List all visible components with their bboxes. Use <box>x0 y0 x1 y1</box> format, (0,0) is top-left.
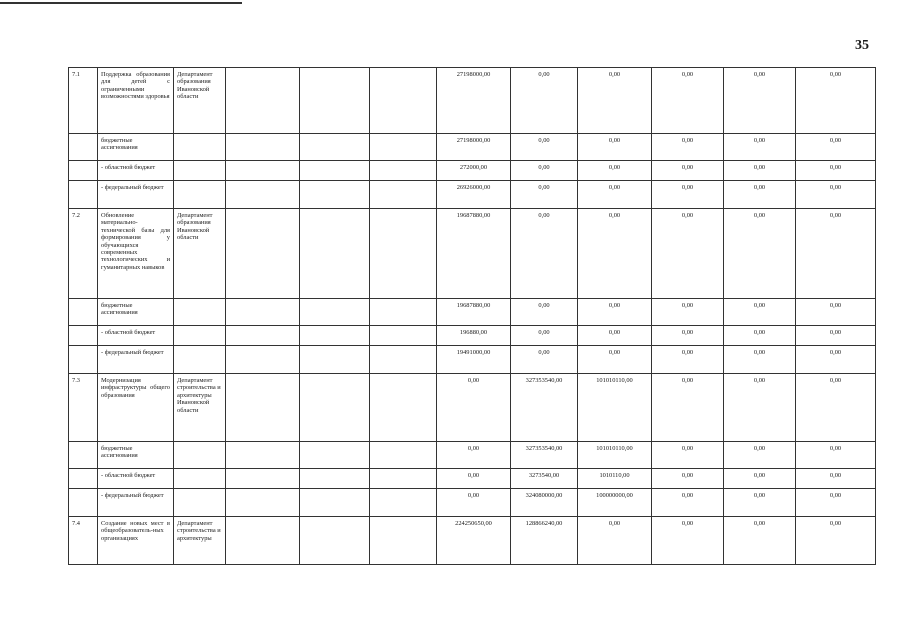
funding-row <box>69 326 876 346</box>
amount-cell: 100000000,00 <box>578 489 652 517</box>
empty-cell <box>370 209 437 299</box>
empty-cell <box>370 161 437 181</box>
amount-cell: 0,00 <box>796 469 876 489</box>
row-code <box>69 326 98 346</box>
empty-cell <box>300 134 370 161</box>
amount-cell: 0,00 <box>652 209 724 299</box>
amount-cell: 0,00 <box>796 134 876 161</box>
amount-cell: 0,00 <box>652 181 724 209</box>
amount-cell: 0,00 <box>796 374 876 442</box>
amount-cell: 0,00 <box>652 134 724 161</box>
amount-cell: 27198000,00 <box>437 68 511 134</box>
row-code: 7.4 <box>69 517 98 565</box>
amount-cell: 0,00 <box>578 68 652 134</box>
row-code <box>69 489 98 517</box>
row-executor <box>174 326 226 346</box>
amount-cell: 19687880,00 <box>437 299 511 326</box>
amount-cell: 0,00 <box>652 442 724 469</box>
row-code <box>69 442 98 469</box>
amount-cell: 0,00 <box>578 181 652 209</box>
row-executor: Департамент образования Ивановской области <box>174 209 226 299</box>
empty-cell <box>300 489 370 517</box>
empty-cell <box>300 326 370 346</box>
amount-cell: 0,00 <box>724 209 796 299</box>
amount-cell: 3273540,00 <box>511 469 578 489</box>
row-executor: Департамент строительства и архитектуры <box>174 517 226 565</box>
amount-cell: 0,00 <box>652 326 724 346</box>
amount-cell: 0,00 <box>578 209 652 299</box>
empty-cell <box>370 181 437 209</box>
empty-cell <box>370 346 437 374</box>
amount-cell: 0,00 <box>724 489 796 517</box>
row-code <box>69 469 98 489</box>
measure-row <box>69 68 876 134</box>
amount-cell: 0,00 <box>511 299 578 326</box>
funding-row <box>69 442 876 469</box>
amount-cell: 0,00 <box>511 209 578 299</box>
amount-cell: 0,00 <box>578 134 652 161</box>
row-executor <box>174 161 226 181</box>
amount-cell: 0,00 <box>796 326 876 346</box>
row-name: - областной бюджет <box>98 326 174 346</box>
amount-cell: 0,00 <box>511 68 578 134</box>
row-name: бюджетные ассигнования <box>98 299 174 326</box>
amount-cell: 0,00 <box>511 346 578 374</box>
empty-cell <box>226 299 300 326</box>
row-name: - федеральный бюджет <box>98 489 174 517</box>
empty-cell <box>300 442 370 469</box>
amount-cell: 0,00 <box>437 374 511 442</box>
row-name: Поддержка образования для детей с ограниченными возможностями здоровья <box>98 68 174 134</box>
amount-cell: 0,00 <box>437 469 511 489</box>
empty-cell <box>370 326 437 346</box>
amount-cell: 0,00 <box>437 442 511 469</box>
row-executor: Департамент строительства и архитектуры Ивановской области <box>174 374 226 442</box>
amount-cell: 0,00 <box>578 161 652 181</box>
row-name: бюджетные ассигнования <box>98 442 174 469</box>
amount-cell: 0,00 <box>724 346 796 374</box>
amount-cell: 0,00 <box>652 469 724 489</box>
amount-cell: 0,00 <box>796 489 876 517</box>
row-name: - областной бюджет <box>98 161 174 181</box>
row-name: Создание новых мест в общеобразователь-ных организациях <box>98 517 174 565</box>
empty-cell <box>370 68 437 134</box>
measure-row <box>69 374 876 442</box>
amount-cell: 128866240,00 <box>511 517 578 565</box>
header-rule <box>0 2 242 4</box>
amount-cell: 327353540,00 <box>511 442 578 469</box>
empty-cell <box>300 161 370 181</box>
amount-cell: 0,00 <box>511 326 578 346</box>
amount-cell: 324080000,00 <box>511 489 578 517</box>
amount-cell: 0,00 <box>724 469 796 489</box>
funding-row <box>69 299 876 326</box>
amount-cell: 0,00 <box>724 299 796 326</box>
row-code <box>69 346 98 374</box>
empty-cell <box>300 374 370 442</box>
amount-cell: 0,00 <box>724 442 796 469</box>
row-executor <box>174 442 226 469</box>
amount-cell: 0,00 <box>652 161 724 181</box>
empty-cell <box>226 469 300 489</box>
empty-cell <box>370 134 437 161</box>
empty-cell <box>226 517 300 565</box>
row-executor <box>174 346 226 374</box>
amount-cell: 0,00 <box>578 299 652 326</box>
empty-cell <box>226 374 300 442</box>
amount-cell: 0,00 <box>796 68 876 134</box>
amount-cell: 0,00 <box>652 517 724 565</box>
amount-cell: 327353540,00 <box>511 374 578 442</box>
measure-row <box>69 517 876 565</box>
row-name: Обновление материально-технической базы для формирования у обучающихся современных технологических и гуманитарных навыков <box>98 209 174 299</box>
amount-cell: 1010110,00 <box>578 469 652 489</box>
empty-cell <box>226 209 300 299</box>
row-executor <box>174 181 226 209</box>
funding-row <box>69 134 876 161</box>
amount-cell: 0,00 <box>724 517 796 565</box>
empty-cell <box>370 442 437 469</box>
amount-cell: 26926000,00 <box>437 181 511 209</box>
amount-cell: 0,00 <box>652 299 724 326</box>
empty-cell <box>226 134 300 161</box>
row-code: 7.3 <box>69 374 98 442</box>
amount-cell: 0,00 <box>796 161 876 181</box>
empty-cell <box>370 469 437 489</box>
empty-cell <box>226 489 300 517</box>
amount-cell: 196880,00 <box>437 326 511 346</box>
budget-table <box>68 67 876 565</box>
empty-cell <box>226 68 300 134</box>
amount-cell: 0,00 <box>724 161 796 181</box>
empty-cell <box>370 299 437 326</box>
amount-cell: 0,00 <box>724 326 796 346</box>
amount-cell: 0,00 <box>796 442 876 469</box>
empty-cell <box>300 181 370 209</box>
empty-cell <box>370 517 437 565</box>
funding-row <box>69 489 876 517</box>
amount-cell: 0,00 <box>578 326 652 346</box>
empty-cell <box>370 489 437 517</box>
empty-cell <box>226 346 300 374</box>
amount-cell: 101010110,00 <box>578 442 652 469</box>
amount-cell: 0,00 <box>652 346 724 374</box>
row-executor: Департамент образования Ивановской области <box>174 68 226 134</box>
amount-cell: 0,00 <box>796 346 876 374</box>
amount-cell: 0,00 <box>578 346 652 374</box>
funding-row <box>69 346 876 374</box>
empty-cell <box>300 299 370 326</box>
amount-cell: 101010110,00 <box>578 374 652 442</box>
row-executor <box>174 134 226 161</box>
page-number: 35 <box>855 38 869 53</box>
amount-cell: 19687880,00 <box>437 209 511 299</box>
amount-cell: 0,00 <box>796 299 876 326</box>
row-code <box>69 299 98 326</box>
row-code <box>69 161 98 181</box>
row-name: Модернизация инфраструктуры общего образования <box>98 374 174 442</box>
amount-cell: 0,00 <box>652 489 724 517</box>
measure-row <box>69 209 876 299</box>
row-name: - федеральный бюджет <box>98 346 174 374</box>
row-executor <box>174 299 226 326</box>
row-code: 7.2 <box>69 209 98 299</box>
amount-cell: 0,00 <box>578 517 652 565</box>
amount-cell: 0,00 <box>724 374 796 442</box>
funding-row <box>69 469 876 489</box>
empty-cell <box>300 346 370 374</box>
amount-cell: 0,00 <box>796 181 876 209</box>
row-code <box>69 181 98 209</box>
row-code: 7.1 <box>69 68 98 134</box>
row-name: - областной бюджет <box>98 469 174 489</box>
empty-cell <box>300 68 370 134</box>
amount-cell: 0,00 <box>511 161 578 181</box>
amount-cell: 0,00 <box>796 517 876 565</box>
amount-cell: 0,00 <box>724 68 796 134</box>
empty-cell <box>300 517 370 565</box>
amount-cell: 0,00 <box>511 181 578 209</box>
row-executor <box>174 489 226 517</box>
empty-cell <box>300 209 370 299</box>
amount-cell: 272000,00 <box>437 161 511 181</box>
amount-cell: 0,00 <box>652 374 724 442</box>
amount-cell: 224250650,00 <box>437 517 511 565</box>
amount-cell: 0,00 <box>511 134 578 161</box>
empty-cell <box>370 374 437 442</box>
row-name: бюджетные ассигнования <box>98 134 174 161</box>
empty-cell <box>300 469 370 489</box>
amount-cell: 0,00 <box>796 209 876 299</box>
amount-cell: 0,00 <box>652 68 724 134</box>
amount-cell: 27198000,00 <box>437 134 511 161</box>
row-code <box>69 134 98 161</box>
amount-cell: 0,00 <box>724 181 796 209</box>
empty-cell <box>226 442 300 469</box>
amount-cell: 19491000,00 <box>437 346 511 374</box>
funding-row <box>69 161 876 181</box>
amount-cell: 0,00 <box>724 134 796 161</box>
funding-row <box>69 181 876 209</box>
empty-cell <box>226 181 300 209</box>
empty-cell <box>226 326 300 346</box>
row-name: - федеральный бюджет <box>98 181 174 209</box>
amount-cell: 0,00 <box>437 489 511 517</box>
row-executor <box>174 469 226 489</box>
empty-cell <box>226 161 300 181</box>
